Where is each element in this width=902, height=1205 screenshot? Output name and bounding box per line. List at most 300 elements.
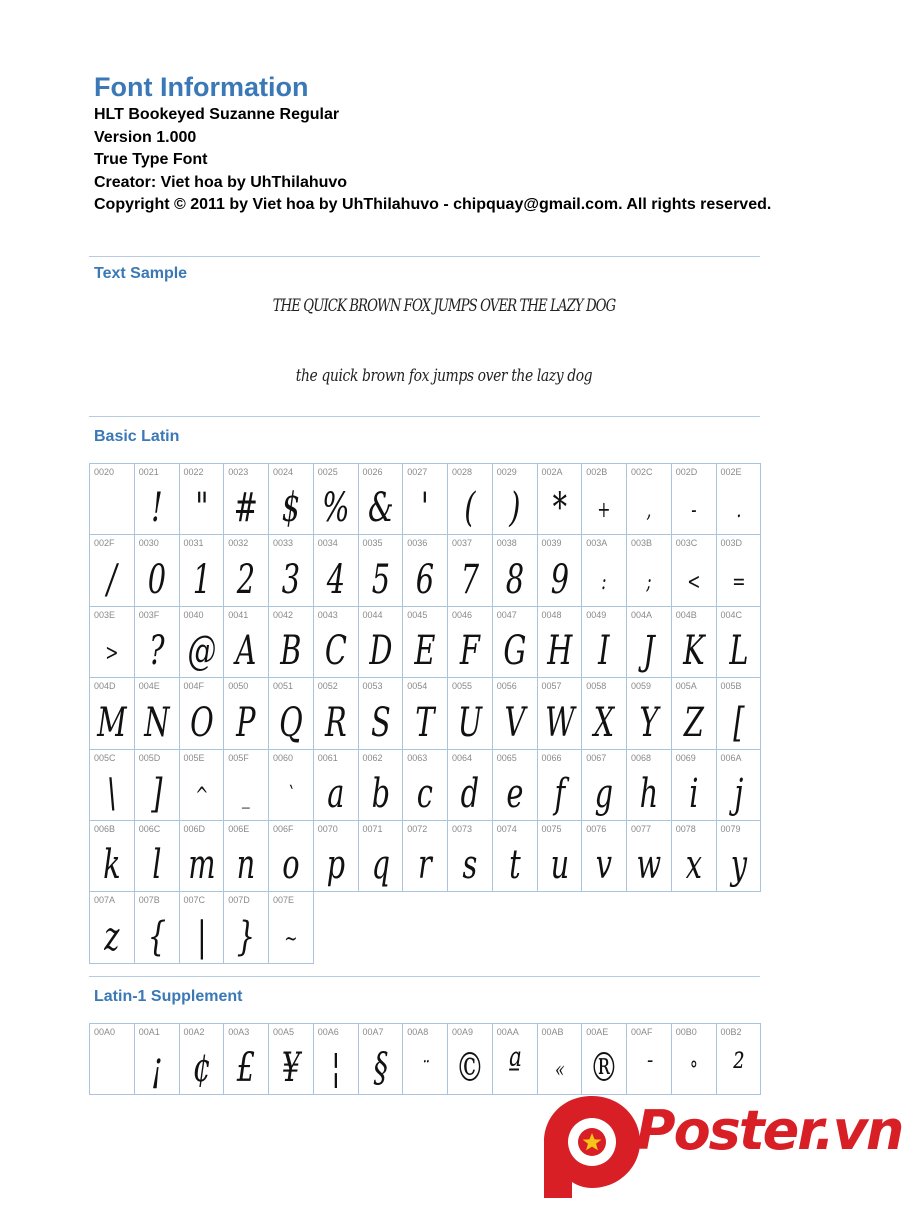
glyph-sample: z: [104, 913, 120, 960]
glyph-sample: C: [324, 628, 347, 675]
glyph-code: 0070: [317, 823, 338, 834]
glyph-sample: v: [595, 842, 613, 889]
glyph-sample: ¦: [330, 1045, 341, 1092]
watermark-logo: [542, 1092, 902, 1200]
glyph-code: 0048: [541, 609, 562, 620]
glyph-code: 006A: [720, 752, 742, 763]
glyph-code: 0053: [362, 681, 383, 692]
glyph-code: 0031: [183, 538, 204, 549]
glyph-sample: S: [370, 699, 391, 746]
glyph-sample: ): [509, 485, 521, 532]
glyph-cell: [224, 892, 269, 963]
glyph-cell: [90, 535, 135, 606]
glyph-code: 0057: [541, 681, 562, 692]
glyph-code: 0034: [317, 538, 338, 549]
glyph-cell: [493, 1024, 538, 1095]
glyph-cell: [224, 535, 269, 606]
glyph-cell: [672, 750, 717, 821]
glyph-sample: <: [686, 569, 701, 595]
glyph-code: 0051: [273, 681, 294, 692]
glyph-code: 004B: [675, 609, 697, 620]
glyph-code: 005A: [675, 681, 697, 692]
glyph-sample: ^: [194, 783, 209, 809]
glyph-sample: ©: [455, 1045, 485, 1092]
glyph-sample: A: [235, 628, 257, 675]
glyph-sample: ²: [732, 1045, 745, 1092]
glyph-sample: ": [194, 485, 209, 532]
glyph-code: 007A: [94, 895, 116, 906]
glyph-code: 0032: [228, 538, 249, 549]
glyph-code: 0037: [452, 538, 473, 549]
glyph-cell: [269, 892, 314, 963]
glyph-code: 00AE: [586, 1027, 609, 1037]
glyph-code: 0020: [94, 467, 115, 477]
glyph-sample: E: [414, 628, 436, 675]
glyph-code: 0033: [273, 538, 294, 549]
glyph-cell: [672, 535, 717, 606]
glyph-cell: [269, 607, 314, 678]
glyph-code: 007D: [228, 895, 250, 906]
glyph-cell: [314, 750, 359, 821]
glyph-code: 00B0: [675, 1027, 697, 1037]
watermark-text: Poster.vn: [636, 1099, 902, 1162]
glyph-code: 007E: [273, 895, 295, 906]
glyph-cell: [90, 892, 135, 963]
glyph-code: 003F: [138, 609, 160, 620]
glyph-code: 00A8: [407, 1027, 429, 1037]
glyph-sample: r: [418, 842, 433, 889]
glyph-code: 0038: [496, 538, 517, 549]
glyph-code: 0026: [362, 467, 383, 477]
glyph-cell: [538, 464, 583, 535]
glyph-sample: 5: [371, 556, 390, 603]
glyph-sample: Q: [279, 699, 303, 746]
glyph-cell: [135, 678, 180, 749]
glyph-code: 007B: [138, 895, 160, 906]
glyph-code: 00B2: [720, 1027, 742, 1037]
glyph-sample: T: [415, 699, 435, 746]
glyph-sample: u: [550, 842, 569, 889]
glyph-code: 0021: [138, 467, 159, 477]
glyph-sample: ¨: [421, 1058, 430, 1084]
glyph-sample: ª: [507, 1045, 522, 1092]
glyph-code: 00A2: [183, 1027, 205, 1037]
glyph-sample: Y: [639, 699, 659, 746]
glyph-sample: X: [593, 699, 615, 746]
glyph-cell: [582, 750, 627, 821]
glyph-code: 006C: [138, 823, 161, 834]
glyph-cell: [538, 1024, 583, 1095]
font-creator: Creator: Viet hoa by UhThilahuvo: [94, 173, 348, 191]
glyph-code: 003E: [94, 609, 116, 620]
glyph-cell: [269, 678, 314, 749]
text-sample-title: Text Sample: [94, 265, 188, 282]
glyph-cell: [493, 464, 538, 535]
glyph-cell: [672, 678, 717, 749]
glyph-code: 0049: [586, 609, 607, 620]
glyph-code: 00A0: [94, 1027, 116, 1037]
glyph-sample: e: [506, 770, 524, 817]
glyph-sample: x: [685, 842, 702, 889]
font-name: HLT Bookeyed Suzanne Regular: [94, 106, 340, 123]
glyph-sample: U: [457, 699, 483, 746]
glyph-code: 0064: [452, 752, 473, 763]
glyph-sample: $: [281, 485, 301, 532]
glyph-cell: [672, 464, 717, 535]
glyph-sample: s: [462, 842, 478, 889]
glyph-sample: D: [368, 628, 392, 675]
glyph-sample: «: [554, 1058, 565, 1084]
glyph-code: 0073: [452, 823, 473, 834]
glyph-code: 0056: [496, 681, 517, 692]
font-type: True Type Font: [94, 151, 208, 169]
glyph-sample: G: [503, 628, 527, 675]
glyph-code: 006F: [273, 823, 294, 834]
glyph-code: 00A6: [317, 1027, 339, 1037]
glyph-code: 005B: [720, 681, 742, 692]
glyph-code: 0058: [586, 681, 607, 692]
glyph-sample: F: [459, 628, 480, 675]
sample-uppercase: THE QUICK BROWN FOX JUMPS OVER THE LAZY DOG: [272, 296, 616, 316]
glyph-sample: 0: [147, 556, 166, 603]
glyph-sample: :: [601, 569, 607, 595]
glyph-code: 0046: [452, 609, 473, 620]
glyph-code: 0071: [362, 823, 383, 834]
glyph-sample: >: [105, 641, 119, 667]
glyph-code: 0025: [317, 467, 338, 477]
glyph-cell: [582, 678, 627, 749]
glyph-cell: [403, 678, 448, 749]
glyph-code: 002F: [94, 538, 115, 549]
glyph-sample: !: [150, 485, 163, 532]
glyph-code: 0039: [541, 538, 562, 549]
glyph-cell: [135, 464, 180, 535]
glyph-cell: [717, 1024, 762, 1095]
glyph-cell: [582, 464, 627, 535]
glyph-code: 0035: [362, 538, 383, 549]
glyph-sample: /: [107, 556, 117, 603]
glyph-sample: ;: [646, 569, 652, 595]
glyph-cell: [180, 1024, 225, 1095]
glyph-code: 0030: [138, 538, 159, 549]
glyph-code: 002C: [631, 467, 653, 477]
glyph-sample: 7: [460, 556, 480, 603]
glyph-cell: [403, 464, 448, 535]
glyph-code: 0028: [452, 467, 473, 477]
latin1-title: Latin-1 Supplement: [94, 988, 243, 1005]
basic-latin-title: Basic Latin: [94, 428, 180, 445]
glyph-code: 00AF: [631, 1027, 653, 1037]
glyph-sample: 8: [505, 556, 524, 603]
glyph-cell: [90, 678, 135, 749]
glyph-cell: [180, 535, 225, 606]
glyph-sample: _: [242, 783, 251, 809]
glyph-code: 00AB: [541, 1027, 564, 1037]
glyph-sample: N: [144, 699, 170, 746]
glyph-cell: [180, 607, 225, 678]
glyph-code: 005D: [138, 752, 161, 763]
glyph-sample: y: [730, 842, 747, 889]
glyph-cell: [582, 1024, 627, 1095]
glyph-cell: [135, 607, 180, 678]
glyph-cell: [538, 821, 583, 892]
glyph-code: 00A5: [273, 1027, 295, 1037]
glyph-sample: W: [544, 699, 575, 746]
glyph-sample: (: [464, 485, 476, 532]
glyph-sample: {: [147, 913, 166, 960]
glyph-sample: ]: [151, 770, 163, 817]
glyph-code: 0066: [541, 752, 562, 763]
glyph-cell: [627, 750, 672, 821]
glyph-sample: f: [554, 770, 565, 817]
glyph-code: 0061: [317, 752, 338, 763]
glyph-cell: [135, 535, 180, 606]
glyph-code: 004A: [631, 609, 653, 620]
glyph-code: 0074: [496, 823, 517, 834]
glyph-cell: [90, 607, 135, 678]
glyph-cell: [180, 892, 225, 963]
glyph-sample: ¡: [150, 1045, 163, 1092]
glyph-cell: [359, 821, 404, 892]
glyph-code: 0069: [675, 752, 696, 763]
glyph-code: 0052: [317, 681, 338, 692]
glyph-sample: ,: [646, 498, 652, 524]
glyph-cell: [717, 678, 762, 749]
glyph-sample: w: [636, 842, 662, 889]
glyph-sample: -: [690, 498, 697, 524]
glyph-cell: [314, 464, 359, 535]
glyph-cell: [448, 607, 493, 678]
glyph-sample: ': [421, 485, 430, 532]
glyph-sample: l: [152, 842, 162, 889]
glyph-sample: 2: [236, 556, 256, 603]
glyph-cell: [135, 1024, 180, 1095]
glyph-cell: [314, 535, 359, 606]
glyph-code: 0045: [407, 609, 428, 620]
glyph-cell: [448, 678, 493, 749]
glyph-sample: g: [594, 770, 614, 817]
glyph-code: 00A3: [228, 1027, 250, 1037]
glyph-sample: @: [186, 628, 216, 675]
glyph-sample: B: [280, 628, 302, 675]
glyph-code: 0054: [407, 681, 428, 692]
glyph-code: 0036: [407, 538, 428, 549]
glyph-code: 0067: [586, 752, 607, 763]
glyph-code: 0075: [541, 823, 562, 834]
glyph-sample: ¯: [644, 1058, 653, 1084]
glyph-cell: [403, 821, 448, 892]
glyph-sample: Z: [683, 699, 704, 746]
glyph-code: 0041: [228, 609, 249, 620]
glyph-code: 006B: [94, 823, 116, 834]
glyph-cell: [180, 821, 225, 892]
glyph-sample: b: [371, 770, 390, 817]
divider: [89, 416, 760, 417]
glyph-code: 0047: [496, 609, 517, 620]
glyph-cell: [627, 821, 672, 892]
glyph-cell: [90, 821, 135, 892]
glyph-sample: ~: [284, 926, 298, 952]
glyph-code: 0050: [228, 681, 249, 692]
glyph-cell: [314, 821, 359, 892]
glyph-sample: |: [196, 913, 207, 960]
glyph-code: 00A1: [138, 1027, 160, 1037]
sample-lowercase: the quick brown fox jumps over the lazy dog: [295, 366, 593, 386]
glyph-cell: [717, 607, 762, 678]
divider: [89, 256, 760, 257]
glyph-cell: [627, 535, 672, 606]
glyph-sample: ®: [589, 1045, 619, 1092]
glyph-code: 003D: [720, 538, 743, 549]
glyph-cell: [359, 750, 404, 821]
glyph-sample: +: [597, 498, 611, 524]
glyph-sample: V: [504, 699, 526, 746]
glyph-cell: [135, 750, 180, 821]
glyph-cell: [314, 678, 359, 749]
glyph-sample: \: [107, 770, 117, 817]
glyph-cell: [269, 821, 314, 892]
glyph-sample: t: [508, 842, 521, 889]
glyph-sample: `: [286, 783, 295, 809]
font-details: [94, 104, 774, 217]
glyph-code: 005F: [228, 752, 249, 763]
glyph-cell: [538, 607, 583, 678]
glyph-code: 007C: [183, 895, 206, 906]
glyph-sample: #: [234, 485, 259, 532]
glyph-code: 003A: [586, 538, 608, 549]
glyph-cell: [269, 1024, 314, 1095]
glyph-sample: H: [546, 628, 572, 675]
glyph-cell: [224, 678, 269, 749]
glyph-sample: &: [367, 485, 394, 532]
glyph-code: 0024: [273, 467, 294, 477]
glyph-cell: [359, 1024, 404, 1095]
glyph-code: 004E: [138, 681, 160, 692]
glyph-code: 0055: [452, 681, 473, 692]
glyph-sample: j: [733, 770, 743, 817]
glyph-cell: [269, 464, 314, 535]
glyph-sample: *: [552, 485, 567, 532]
glyph-code: 00A9: [452, 1027, 474, 1037]
glyph-code: 0060: [273, 752, 294, 763]
glyph-sample: 1: [192, 556, 211, 603]
glyph-code: 005E: [183, 752, 205, 763]
glyph-sample: }: [236, 913, 256, 960]
page-title: Font Information: [94, 72, 309, 102]
glyph-cell: [224, 607, 269, 678]
glyph-cell: [538, 750, 583, 821]
glyph-code: 002D: [675, 467, 698, 477]
font-version: Version 1.000: [94, 128, 197, 146]
glyph-cell: [448, 1024, 493, 1095]
glyph-code: 0077: [631, 823, 652, 834]
glyph-code: 002A: [541, 467, 563, 477]
glyph-code: 0027: [407, 467, 428, 477]
glyph-code: 004D: [94, 681, 116, 692]
glyph-code: 0078: [675, 823, 696, 834]
glyph-code: 0044: [362, 609, 383, 620]
glyph-code: 002B: [586, 467, 608, 477]
glyph-sample: 6: [415, 556, 435, 603]
glyph-cell: [403, 535, 448, 606]
glyph-cell: [448, 750, 493, 821]
glyph-cell: [717, 821, 762, 892]
glyph-cell: [314, 1024, 359, 1095]
glyph-sample: 4: [326, 556, 345, 603]
glyph-cell: [582, 821, 627, 892]
glyph-cell: [90, 750, 135, 821]
glyph-code: 0068: [631, 752, 652, 763]
glyph-cell: [180, 464, 225, 535]
glyph-code: 004F: [183, 681, 205, 692]
glyph-cell: [627, 607, 672, 678]
glyph-cell: [135, 821, 180, 892]
glyph-sample: m: [187, 842, 216, 889]
glyph-sample: a: [327, 770, 345, 817]
glyph-code: 0022: [183, 467, 204, 477]
glyph-cell: [538, 535, 583, 606]
glyph-cell: [717, 464, 762, 535]
glyph-cell: [493, 678, 538, 749]
glyph-cell: [269, 535, 314, 606]
glyph-cell: [359, 464, 404, 535]
glyph-code: 0063: [407, 752, 428, 763]
latin1-grid: [89, 1023, 761, 1095]
glyph-cell: [359, 607, 404, 678]
glyph-code: 0043: [317, 609, 338, 620]
glyph-sample: L: [728, 628, 748, 675]
glyph-sample: p: [326, 842, 345, 889]
glyph-cell: [224, 750, 269, 821]
glyph-code: 0059: [631, 681, 652, 692]
glyph-sample: 9: [550, 556, 569, 603]
glyph-code: 003C: [675, 538, 698, 549]
glyph-sample: §: [373, 1045, 388, 1092]
glyph-sample: P: [236, 699, 256, 746]
glyph-sample: O: [189, 699, 214, 746]
glyph-code: 0062: [362, 752, 383, 763]
glyph-sample: k: [103, 842, 121, 889]
glyph-cell: [493, 607, 538, 678]
glyph-sample: d: [460, 770, 480, 817]
glyph-sample: ¢: [192, 1045, 211, 1092]
glyph-cell: [717, 535, 762, 606]
glyph-cell: [90, 464, 135, 535]
glyph-cell: [582, 535, 627, 606]
glyph-cell: [135, 892, 180, 963]
glyph-cell: [90, 1024, 135, 1095]
glyph-cell: [448, 464, 493, 535]
glyph-code: 003B: [631, 538, 653, 549]
glyph-cell: [269, 750, 314, 821]
glyph-code: 004C: [720, 609, 743, 620]
glyph-cell: [359, 535, 404, 606]
glyph-cell: [493, 535, 538, 606]
glyph-sample: h: [639, 770, 659, 817]
glyph-code: 006D: [183, 823, 206, 834]
glyph-cell: [403, 750, 448, 821]
glyph-code: 006E: [228, 823, 250, 834]
glyph-cell: [448, 535, 493, 606]
glyph-sample: 3: [281, 556, 301, 603]
glyph-cell: [403, 607, 448, 678]
glyph-cell: [627, 1024, 672, 1095]
glyph-code: 002E: [720, 467, 742, 477]
glyph-code: 005C: [94, 752, 116, 763]
glyph-code: 0040: [183, 609, 204, 620]
glyph-sample: R: [324, 699, 347, 746]
glyph-cell: [493, 821, 538, 892]
